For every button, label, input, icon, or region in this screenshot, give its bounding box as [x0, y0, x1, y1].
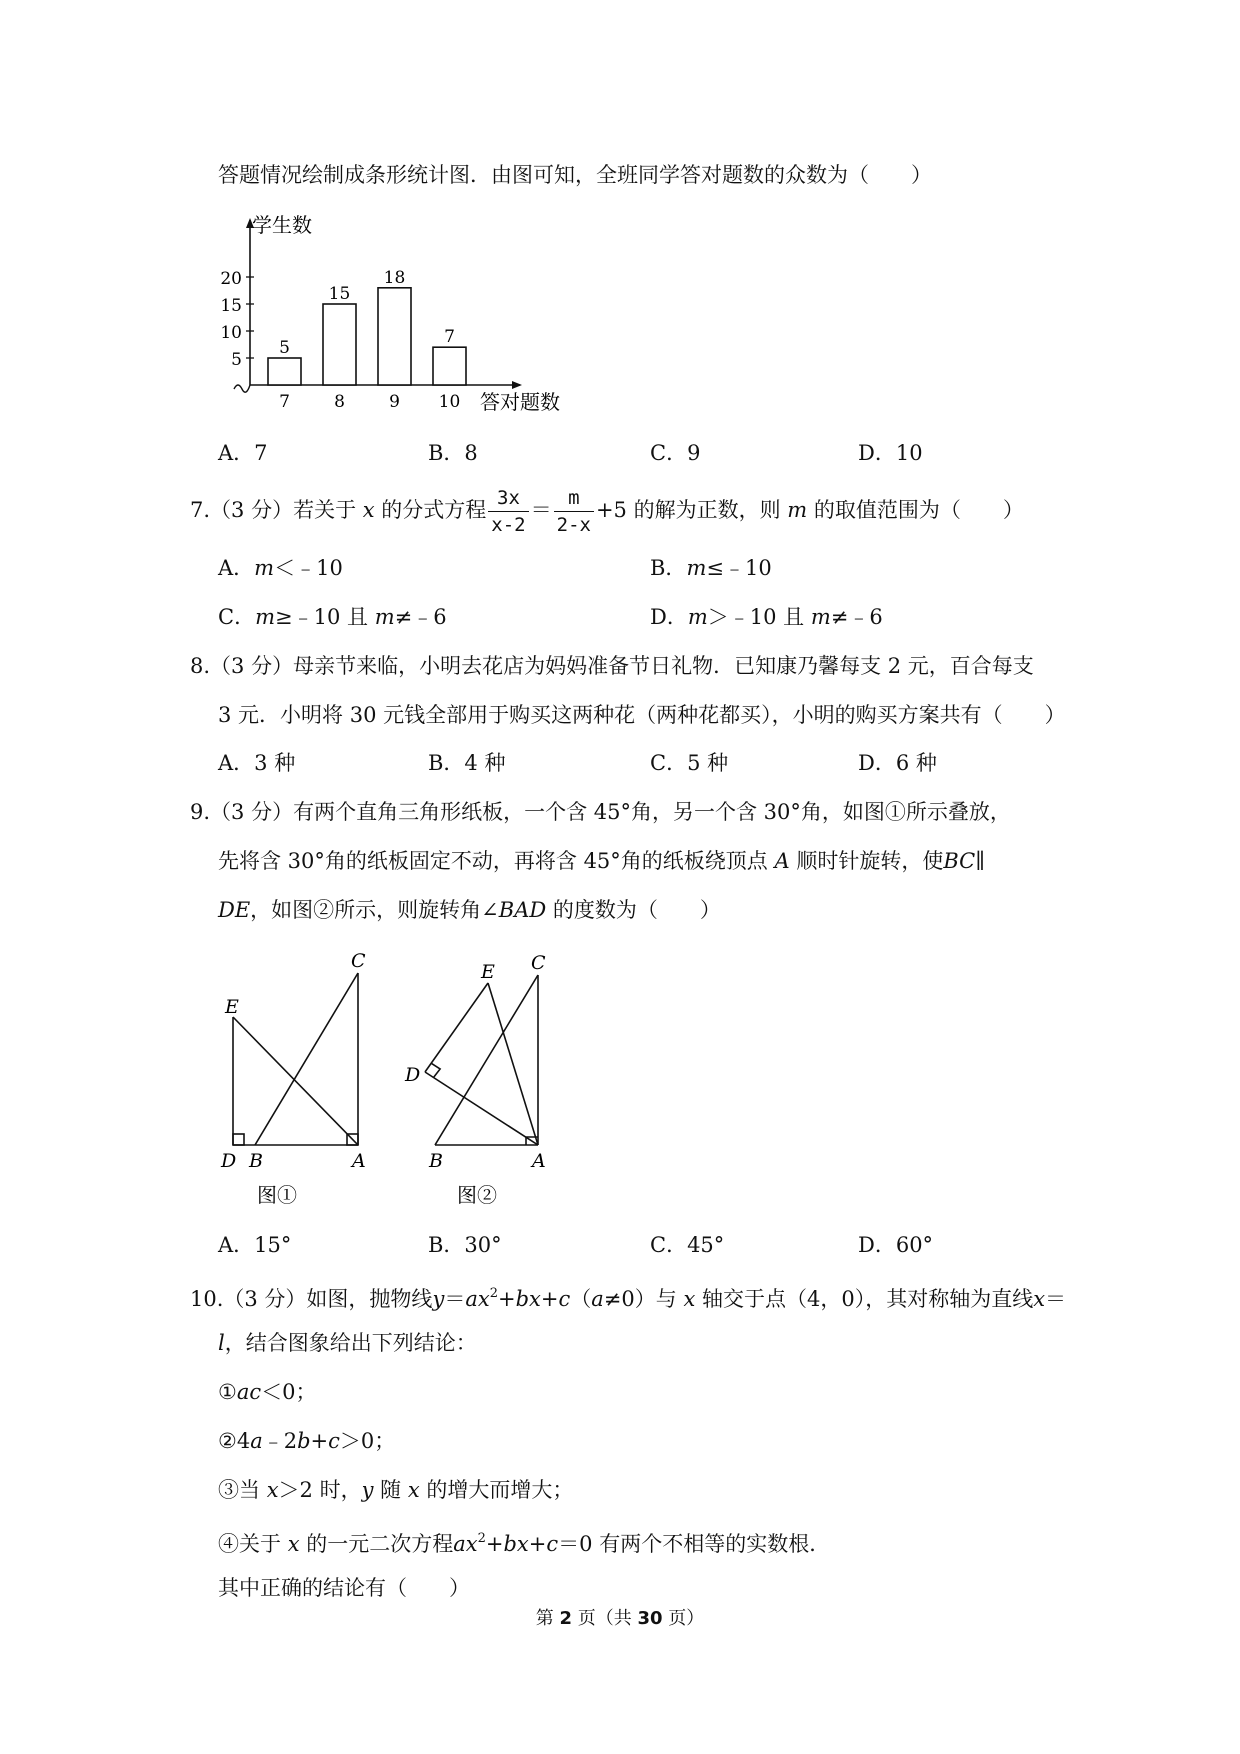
bar-7 [268, 358, 301, 385]
fig2-label-D: D [405, 1064, 421, 1086]
bar-label-8: 15 [328, 284, 351, 304]
q6-option-c[interactable]: C．9 [650, 441, 701, 465]
q9-line3: DE，如图②所示，则旋转角∠BAD 的度数为（ ） [218, 898, 721, 922]
chart-root [220, 213, 560, 414]
q6-option-d[interactable]: D．10 [858, 441, 923, 465]
fig1-line-EA [233, 1017, 358, 1145]
x-tick-label-8: 8 [334, 392, 345, 412]
fig2-caption: 图② [457, 1183, 497, 1207]
fraction-3x-over-x-2: $\frac{3x}{x-2}$ [488, 485, 528, 538]
q10-conclusion-3: ③当 x＞2 时，y 随 x 的增大而增大； [218, 1478, 574, 1502]
bar-8 [323, 304, 356, 385]
y-tick-label: 5 [231, 350, 242, 370]
figure-2 [395, 945, 575, 1225]
q8-line1: 8.（3 分）母亲节来临，小明去花店为妈妈准备节日礼物．已知康乃馨每支 2 元，百合每支 [190, 654, 1034, 678]
q10-conclusion-2: ②4a﹣2b+c＞0； [218, 1429, 396, 1453]
q6-option-b[interactable]: B．8 [428, 441, 478, 465]
q10-conclusion-4: ④关于 x 的一元二次方程$ax^2+bx+c=0$ 有两个不相等的实数根． [218, 1531, 831, 1556]
q8-option-a[interactable]: A．3 种 [218, 751, 296, 775]
y-tick-label: 10 [220, 323, 242, 343]
fig1-right-angle-D [233, 1134, 244, 1145]
q9-option-c[interactable]: C．45° [650, 1233, 725, 1257]
page-footer: 第 2 页（共 30 页） [535, 1608, 705, 1629]
q9-line1: 9.（3 分）有两个直角三角形纸板，一个含 45°角，另一个含 30°角，如图①所示叠放， [190, 800, 1011, 824]
fig2-label-B: B [429, 1150, 443, 1172]
bar-label-9: 18 [383, 267, 406, 288]
fig1-label-A: A [352, 1150, 366, 1172]
fig2-label-E: E [481, 961, 495, 983]
q10-question: 其中正确的结论有（ ） [218, 1576, 470, 1600]
fig2-line-BC [435, 975, 538, 1145]
y-axis-label: 学生数 [252, 213, 312, 237]
q8-option-b[interactable]: B．4 种 [428, 751, 506, 775]
x-tick-label-9: 9 [389, 392, 400, 412]
y-tick-label: 20 [220, 269, 242, 289]
fig1-line-BC [255, 973, 358, 1145]
bar-label-10: 7 [444, 327, 455, 348]
y-tick-label: 15 [220, 296, 242, 316]
q9-option-d[interactable]: D．60° [858, 1233, 934, 1257]
bar-chart [220, 200, 600, 430]
axis-break [234, 385, 250, 392]
fig1-label-B: B [249, 1150, 263, 1172]
q6-intro: 答题情况绘制成条形统计图．由图可知，全班同学答对题数的众数为（ ） [218, 163, 932, 187]
q7-option-b[interactable]: B．m≤﹣10 [650, 556, 772, 580]
x-tick-label-10: 10 [438, 392, 461, 412]
q7-option-a[interactable]: A．m＜﹣10 [218, 556, 343, 580]
figure-1 [215, 945, 395, 1225]
q7-stem: 7.（3 分）若关于 x 的分式方程 $\frac{3x}{x-2}$ ＝ $\frac{m}{2-x}$ +5 的解为正数，则 m 的取值范围为（ ） [190, 487, 1024, 536]
q8-line2: 3 元．小明将 30 元钱全部用于购买这两种花（两种花都买），小明的购买方案共有（ ） [218, 703, 1066, 727]
q10-line2: l，结合图象给出下列结论： [218, 1331, 477, 1355]
x-axis-arrow [512, 381, 522, 389]
fig2-line-DE [425, 983, 488, 1072]
fig2-line-EA [488, 983, 538, 1145]
q9-option-b[interactable]: B．30° [428, 1233, 502, 1257]
q9-option-a[interactable]: A．15° [218, 1233, 292, 1257]
q9-line2: 先将含 30°角的纸板固定不动，再将含 45°角的纸板绕顶点 A 顺时针旋转，使BC∥ [218, 849, 985, 873]
q7-option-c[interactable]: C．m≥﹣10 且 m≠﹣6 [218, 605, 447, 629]
q8-option-c[interactable]: C．5 种 [650, 751, 729, 775]
q6-option-a[interactable]: A．7 [218, 441, 268, 465]
fig2-label-A: A [532, 1150, 546, 1172]
q7-option-d[interactable]: D．m＞﹣10 且 m≠﹣6 [650, 605, 883, 629]
fig1-caption: 图① [257, 1183, 297, 1207]
fig1-label-C: C [351, 950, 366, 972]
bar-10 [433, 347, 466, 385]
x-axis-label: 答对题数 [480, 390, 560, 414]
q8-option-d[interactable]: D．6 种 [858, 751, 937, 775]
q10-line1: 10.（3 分）如图，抛物线$y=ax^2+bx+c(a\ne 0)$与 x 轴交于点（4，0），其对称轴为直线x＝ [190, 1286, 1067, 1311]
fig1-label-D: D [221, 1150, 237, 1172]
bar-9 [378, 288, 411, 385]
bar-label-7: 5 [279, 338, 290, 358]
q10-conclusion-1: ①ac＜0； [218, 1380, 317, 1404]
x-tick-label-7: 7 [279, 392, 290, 412]
fig2-label-C: C [531, 952, 546, 974]
fig1-label-E: E [225, 996, 239, 1018]
fig2-right-angle-D [432, 1064, 440, 1078]
fraction-m-over-2-x: $\frac{m}{2-x}$ [554, 485, 594, 538]
